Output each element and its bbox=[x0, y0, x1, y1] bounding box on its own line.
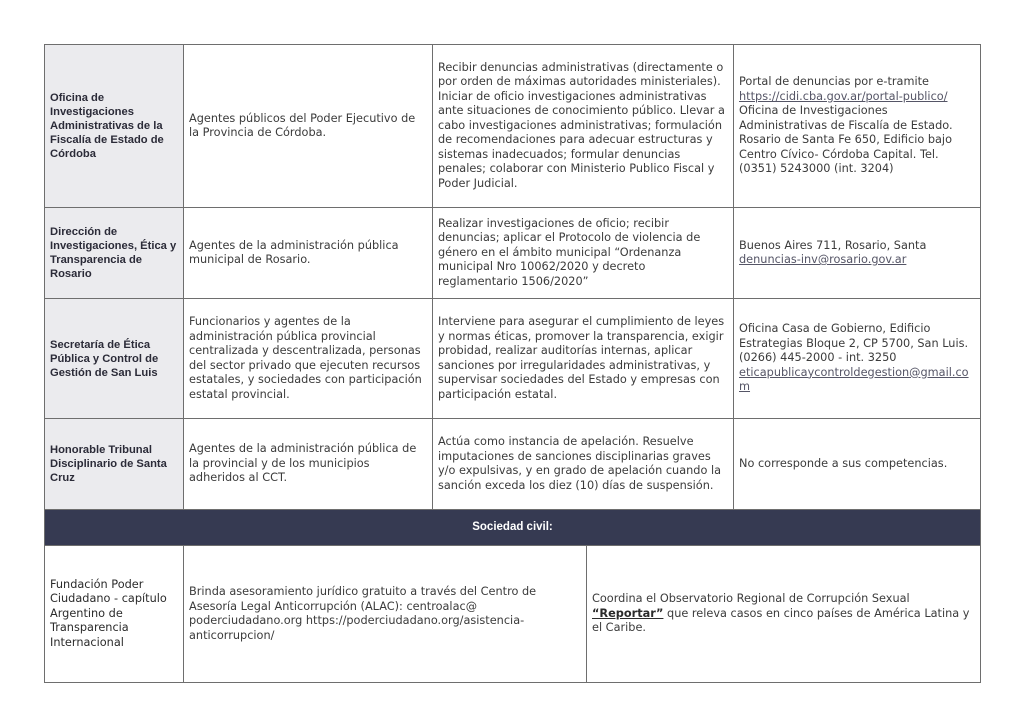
institution-contact bbox=[734, 208, 981, 299]
institution-scope: Agentes de la administración pública de la provincial y de los municipios adheridos al CCT. bbox=[184, 419, 433, 510]
table-row bbox=[45, 419, 981, 510]
email-link[interactable]: eticapublicaycontroldegestion@gmail.com bbox=[739, 365, 969, 394]
section-header bbox=[45, 510, 981, 546]
denuncias-portal-link[interactable]: https://cidi.cba.gov.ar/portal-publico/ bbox=[739, 89, 948, 103]
institution-functions: Recibir denuncias administrativas (directamente o por orden de máximas autoridades ministeriales). Iniciar de oficio investigaciones administrativas ante situaciones de conocimiento público. Llevar a cabo investigaciones administrativas; formulación de recomendaciones para adecuar estructuras y sistemas inadecuados; formular denuncias penales; colaborar con Ministerio Publico Fiscal y Poder Judicial. bbox=[433, 45, 734, 208]
institution-functions: Actúa como instancia de apelación. Resuelve imputaciones de sanciones disciplinarias graves y/o expulsivas, y en grado de apelación cuando la sanción exceda los diez (10) días de suspensión. bbox=[433, 419, 734, 510]
institution-functions: Realizar investigaciones de oficio; recibir denuncias; aplicar el Protocolo de violencia de género en el ámbito municipal “Ordenanza municipal Nro 10062/2020 y decreto reglamentario 1506/2020” bbox=[433, 208, 734, 299]
organization-services: Brinda asesoramiento jurídico gratuito a través del Centro de Asesoría Legal Anticorrupción (ALAC): centroalac@ poderciudadano.org https://poderciudadano.org/asistencia-anticorrupcion/ bbox=[184, 546, 587, 683]
institutions-table bbox=[44, 44, 981, 683]
institution-name: Secretaría de Ética Pública y Control de Gestión de San Luis bbox=[45, 299, 184, 419]
institution-scope: Agentes públicos del Poder Ejecutivo de la Provincia de Córdoba. bbox=[184, 45, 433, 208]
organization-observatory bbox=[587, 546, 981, 683]
email-link[interactable]: denuncias-inv@rosario.gov.ar bbox=[739, 253, 907, 266]
institution-name: Honorable Tribunal Disciplinario de Santa Cruz bbox=[45, 419, 184, 510]
observatory-text-rest: que releva casos en cinco países de América Latina y el Caribe. bbox=[592, 606, 970, 635]
table-row bbox=[45, 299, 981, 419]
institution-scope: Agentes de la administración pública municipal de Rosario. bbox=[184, 208, 433, 299]
institution-name: Oficina de Investigaciones Administrativas de la Fiscalía de Estado de Córdoba bbox=[45, 45, 184, 208]
table-row bbox=[45, 208, 981, 299]
reportar-link[interactable]: “Reportar” bbox=[592, 606, 664, 620]
contact-text: Oficina Casa de Gobierno, Edificio Estrategias Bloque 2, CP 5700, San Luis. (0266) 445-2000 - int. 3250 bbox=[739, 322, 969, 365]
contact-text: Portal de denuncias por e-tramite bbox=[739, 75, 929, 89]
institution-contact bbox=[734, 45, 981, 208]
institution-functions: Interviene para asegurar el cumplimiento de leyes y normas éticas, promover la transparencia, exigir probidad, realizar auditorías internas, aplicar sanciones por irregularidades administrativas, y supervisar sociedades del Estado y empresas con participación estatal. bbox=[433, 299, 734, 419]
table-row bbox=[45, 45, 981, 208]
contact-text: Buenos Aires 711, Rosario, Santa bbox=[739, 238, 927, 252]
institution-scope: Funcionarios y agentes de la administración pública provincial centralizada y descentralizada, personas del sector privado que ejecuten recursos estatales, y sociedades con participación estatal provincial. bbox=[184, 299, 433, 419]
section-title: Sociedad civil: bbox=[45, 510, 981, 546]
institution-contact: No corresponde a sus competencias. bbox=[734, 419, 981, 510]
table-row bbox=[45, 546, 981, 683]
organization-name: Fundación Poder Ciudadano - capítulo Argentino de Transparencia Internacional bbox=[45, 546, 184, 683]
observatory-text: Coordina el Observatorio Regional de Corrupción Sexual bbox=[592, 592, 910, 606]
institution-name: Dirección de Investigaciones, Ética y Transparencia de Rosario bbox=[45, 208, 184, 299]
contact-address: Oficina de Investigaciones Administrativas de Fiscalía de Estado. Rosario de Santa Fe 650, Edificio bajo Centro Cívico- Córdoba Capital. Tel. (0351) 5243000 (int. 3204) bbox=[739, 104, 953, 176]
institution-contact bbox=[734, 299, 981, 419]
